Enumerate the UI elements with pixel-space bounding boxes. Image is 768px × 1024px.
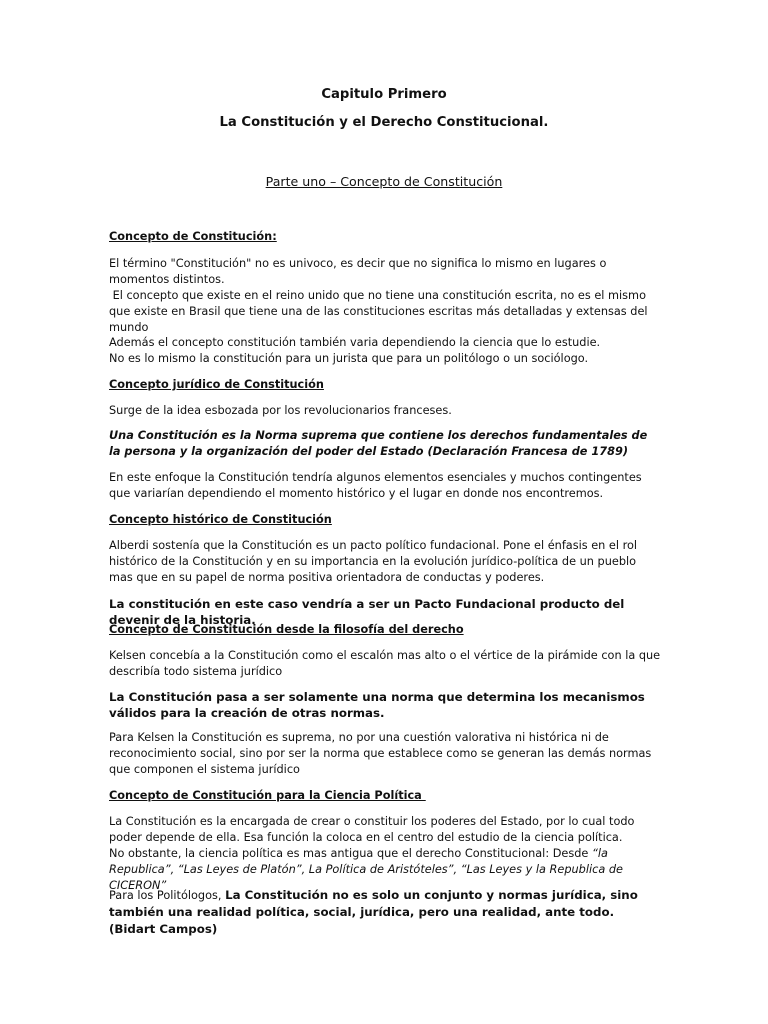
part-title: Parte uno – Concepto de Constitución [265,174,503,189]
statement-bold: La constitución en este caso vendría a ser un Pacto Fundacional producto del devenir de la historia. [109,597,625,627]
paragraph: Alberdi sostenía que la Constitución es un pacto político fundacional. Pone el énfasis en el rol histórico de la Constitución y en su importancia en la evolución jurídico-política de un pueblo mas que en su papel de norma positiva orientadora de conductas y poderes. [109,539,638,584]
quote-definition: Una Constitución es la Norma suprema que contiene los derechos fundamentales de la persona y la organización del poder del Estado (Declaración Francesa de 1789) [109,429,648,458]
section-heading-historico: Concepto histórico de Constitución [109,513,332,526]
paragraph: El concepto que existe en el reino unido que no tiene una constitución escrita, no es el mismo que existe en Brasil que tiene una de las constituciones escritas más detalladas y extensas del mundo [109,289,652,334]
statement-bold: La Constitución pasa a ser solamente una norma que determina los mecanismos válidos para la creación de otras normas. [109,690,645,720]
section-heading-concept: Concepto de Constitución: [109,230,277,243]
paragraph: En este enfoque la Constitución tendría algunos elementos esenciales y muchos contingentes que variarían dependiendo el momento histórico y el lugar en donde nos encontremos. [109,471,642,500]
paragraph: Kelsen concebía a la Constitución como el escalón mas alto o el vértice de la pirámide con la que describía todo sistema jurídico [109,649,661,678]
paragraph: Además el concepto constitución también varia dependiendo la ciencia que lo estudie. [109,336,601,349]
chapter-title: La Constitución y el Derecho Constitucional. [219,115,549,130]
text-span: No obstante, la ciencia política es mas antigua que el derecho Constitucional: Desde [109,847,592,860]
statement-bold: La Constitución no es solo un conjunto y normas jurídica, sino también una realidad política, social, jurídica, pero una realidad, ante todo. (Bidart Campos) [109,888,638,936]
section-heading-juridico: Concepto jurídico de Constitución [109,378,324,391]
text-span: Para los Politólogos, [109,889,226,902]
paragraph-mixed [109,887,661,938]
works-list: “la Republica”, “Las Leyes de Platón”, La Política de Aristóteles”, “Las Leyes y la Republica de CICERON” [109,847,623,892]
paragraph: El término "Constitución" no es univoco, es decir que no significa lo mismo en lugares o momentos distintos. [109,257,607,286]
paragraph: No es lo mismo la constitución para un jurista que para un politólogo o un sociólogo. [109,352,589,365]
chapter-label: Capitulo Primero [321,87,447,102]
section-heading-politica: Concepto de Constitución para la Ciencia Política [109,789,426,802]
paragraph: La Constitución es la encargada de crear o constituir los poderes del Estado, por lo cual todo poder depende de ella. Esa función la coloca en el centro del estudio de la ciencia política. [109,815,635,844]
section-heading-filosofia: Concepto de Constitución desde la filosofía del derecho [109,623,464,636]
paragraph: Surge de la idea esbozada por los revolucionarios franceses. [109,404,452,417]
paragraph: Para Kelsen la Constitución es suprema, no por una cuestión valorativa ni histórica ni de reconocimiento social, sino por ser la norma que establece como se generan las demás normas que componen el sistema jurídico [109,731,652,776]
